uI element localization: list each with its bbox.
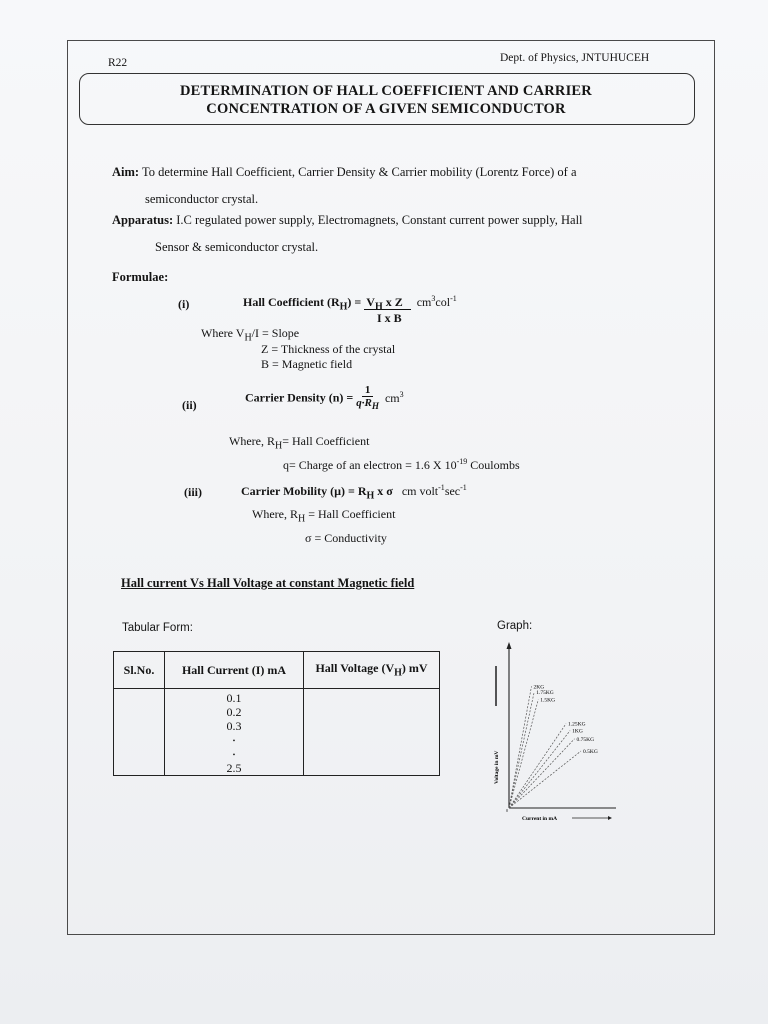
field-line-label: 1.25KG	[568, 721, 586, 728]
department-name: Dept. of Physics, JNTUHUCEH	[500, 52, 650, 64]
field-line-label: 1.75KG	[536, 690, 554, 696]
current-values-cell	[165, 689, 304, 776]
current-value: 2.5	[226, 761, 242, 775]
current-value: 0.2	[226, 705, 242, 719]
current-value: •	[232, 751, 236, 759]
field-line-label: 1KG	[572, 728, 583, 735]
title-line-1: DETERMINATION OF HALL COEFFICIENT AND CARRIER	[180, 83, 592, 99]
field-line-label: 1.5KG	[540, 697, 556, 704]
regulation-code: R22	[108, 57, 128, 69]
field-lines	[509, 684, 598, 808]
aim-text: To determine Hall Coefficient, Carrier Density & Carrier mobility (Lorentz Force) of a	[141, 165, 577, 179]
formula-2-number: (ii)	[182, 398, 197, 412]
section-heading: Hall current Vs Hall Voltage at constant Magnetic field	[121, 576, 415, 590]
formula-1-where-2: Z = Thickness of the crystal	[261, 342, 396, 356]
formula-2-fraction: $\frac{1}{q\cdot R_H}$	[356, 384, 379, 412]
aim-label: Aim:	[112, 165, 140, 179]
formula-3-where-2: σ = Conductivity	[305, 531, 387, 545]
hall-graph	[488, 636, 668, 836]
formula-1-denominator: I x B	[377, 311, 402, 325]
field-line-label: 2KG	[533, 684, 545, 691]
y-axis-label: Voltage in mV	[494, 750, 500, 784]
apparatus-text: I.C regulated power supply, Electromagnets, Constant current power supply, Hall	[176, 213, 583, 227]
current-value: 0.3	[226, 719, 242, 733]
field-line	[509, 686, 532, 808]
formula-2-expression: Carrier Density (n) = $\frac{1}{q\cdot R_H}$ $cm^3$	[245, 384, 404, 412]
current-value: 0.1	[226, 691, 242, 705]
table-row	[114, 689, 440, 776]
header-hall-current: Hall Current (I) mA	[165, 652, 304, 689]
sl-no-cell	[114, 689, 165, 776]
formula-3-number: (iii)	[184, 485, 202, 499]
field-line	[509, 739, 575, 808]
voltage-values-cell	[304, 689, 440, 776]
formula-1-expression: Hall Coefficient $(R_H) = V_H$ x Z $cm^3col^{-1}$	[243, 294, 457, 313]
apparatus-line-2: Sensor & semiconductor crystal.	[155, 240, 319, 254]
field-line	[509, 731, 570, 808]
formula-1-where-1: Where $V_H/I$ = Slope	[201, 326, 300, 344]
formula-3-expression: Carrier Mobility $(\mu) = R_H$ x σ cm $volt^{-1}\sec^{-1}$	[241, 483, 467, 502]
apparatus-line-1	[112, 213, 583, 228]
field-line-label: 0.5KG	[583, 749, 598, 755]
x-label-arrow-head	[608, 816, 612, 820]
field-line	[509, 724, 566, 808]
formulae-label: Formulae:	[112, 270, 169, 284]
observation-table	[113, 651, 440, 776]
formula-3-where-1: Where, $R_H$ = Hall Coefficient	[252, 507, 396, 525]
header-hall-voltage: Hall Voltage $(V_H)$ mV	[304, 652, 440, 689]
x-axis-label: Current in mA	[522, 816, 558, 822]
field-line	[509, 700, 538, 808]
graph-label: Graph:	[497, 620, 533, 632]
formula-2-where-2: q= Charge of an electron = 1.6 X $10^{-19}$ Coulombs	[283, 457, 520, 472]
formula-2-where-1: Where, $R_H=$ Hall Coefficient	[229, 434, 370, 452]
graph-axes	[496, 642, 616, 808]
apparatus-label: Apparatus:	[112, 213, 174, 227]
field-line	[509, 692, 534, 808]
header-sl-no: Sl.No.	[114, 652, 165, 689]
aim-line-2: semiconductor crystal.	[145, 192, 259, 206]
origin-label: 0	[506, 808, 508, 813]
title-line-2: CONCENTRATION OF A GIVEN SEMICONDUCTOR	[206, 101, 566, 117]
aim-line-1	[112, 165, 577, 180]
formula-1-where-3: B = Magnetic field	[261, 357, 353, 371]
y-axis-arrow	[507, 642, 512, 649]
tabular-form-label: Tabular Form:	[122, 622, 193, 634]
current-value: •	[232, 737, 236, 745]
field-line-label: 0.75KG	[576, 736, 595, 743]
formula-1-number: (i)	[178, 297, 190, 311]
table-header-row	[114, 652, 440, 689]
